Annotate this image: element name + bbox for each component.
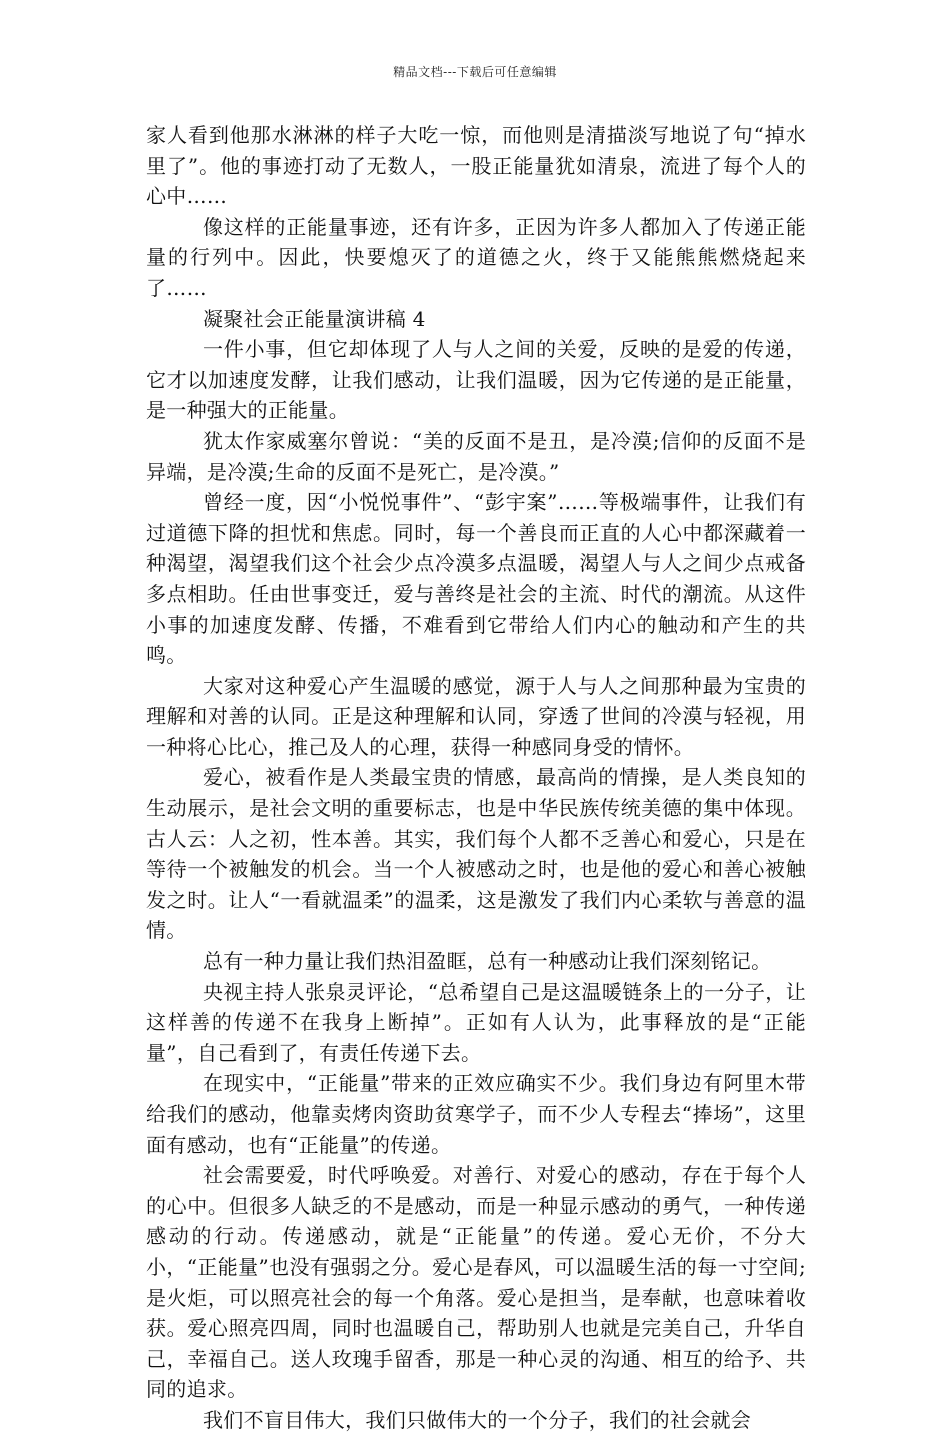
paragraph: 我们不盲目伟大，我们只做伟大的一个分子，我们的社会就会 [203,1407,752,1432]
document-body [146,120,806,1436]
paragraph: 总有一种力量让我们热泪盈眶，总有一种感动让我们深刻铭记。 [203,949,772,974]
paragraph: 一件小事，但它却体现了人与人之间的关爱，反映的是爱的传递，它才以加速度发酵，让我们感动，让我们温暖，因为它传递的是正能量，是一种强大的正能量。 [146,337,806,423]
page-header: 精品文档---下载后可任意编辑 [393,65,557,79]
paragraph: 社会需要爱，时代呼唤爱。对善行、对爱心的感动，存在于每个人的心中。但很多人缺乏的不是感动，而是一种显示感动的勇气，一种传递感动的行动。传递感动，就是“正能量”的传递。爱心无价，不分大小，“正能量”也没有强弱之分。爱心是春风，可以温暖生活的每一寸空间;是火炬，可以照亮社会的每一个角落。爱心是担当，是奉献，也意味着收获。爱心照亮四周，同时也温暖自己，帮助别人也就是完美自己，升华自己，幸福自己。送人玫瑰手留香，那是一种心灵的沟通、相互的给予、共同的追求。 [146,1163,806,1402]
paragraph: 爱心，被看作是人类最宝贵的情感，最高尚的情操，是人类良知的生动展示，是社会文明的重要标志，也是中华民族传统美德的集中体现。古人云：人之初，性本善。其实，我们每个人都不乏善心和爱心，只是在等待一个被触发的机会。当一个人被感动之时，也是他的爱心和善心被触发之时。让人“一看就温柔”的温柔，这是激发了我们内心柔软与善意的温情。 [146,765,806,943]
paragraph: 犹太作家威塞尔曾说：“美的反面不是丑，是冷漠;信仰的反面不是异端，是冷漠;生命的反面不是死亡，是冷漠。” [146,428,806,484]
paragraph: 曾经一度，因“小悦悦事件”、“彭宇案”……等极端事件，让我们有过道德下降的担忧和焦虑。同时，每一个善良而正直的人心中都深藏着一种渴望，渴望我们这个社会少点冷漠多点温暖，渴望人与人之间少点戒备多点相助。任由世事变迁，爱与善终是社会的主流、时代的潮流。从这件小事的加速度发酵、传播，不难看到它带给人们内心的触动和产生的共鸣。 [146,490,806,668]
paragraph-continuation: 家人看到他那水淋淋的样子大吃一惊，而他则是清描淡写地说了句“掉水里了”。他的事迹打动了无数人，一股正能量犹如清泉，流进了每个人的心中…… [146,123,806,209]
paragraph: 大家对这种爱心产生温暖的感觉，源于人与人之间那种最为宝贵的理解和对善的认同。正是这种理解和认同，穿透了世间的冷漠与轻视，用一种将心比心，推己及人的心理，获得一种感同身受的情怀。 [146,673,806,759]
paragraph: 央视主持人张泉灵评论，“总希望自己是这温暖链条上的一分子，让这样善的传递不在我身上断掉”。正如有人认为，此事释放的是“正能量”，自己看到了，有责任传递下去。 [146,979,806,1065]
paragraph: 在现实中，“正能量”带来的正效应确实不少。我们身边有阿里木带给我们的感动，他靠卖烤肉资助贫寒学子，而不少人专程去“捧场”，这里面有感动，也有“正能量”的传递。 [146,1071,806,1157]
section-heading: 凝聚社会正能量演讲稿 4 [203,306,426,331]
paragraph: 像这样的正能量事迹，还有许多，正因为许多人都加入了传递正能量的行列中。因此，快要熄灭了的道德之火，终于又能熊熊燃烧起来了…… [146,214,806,300]
